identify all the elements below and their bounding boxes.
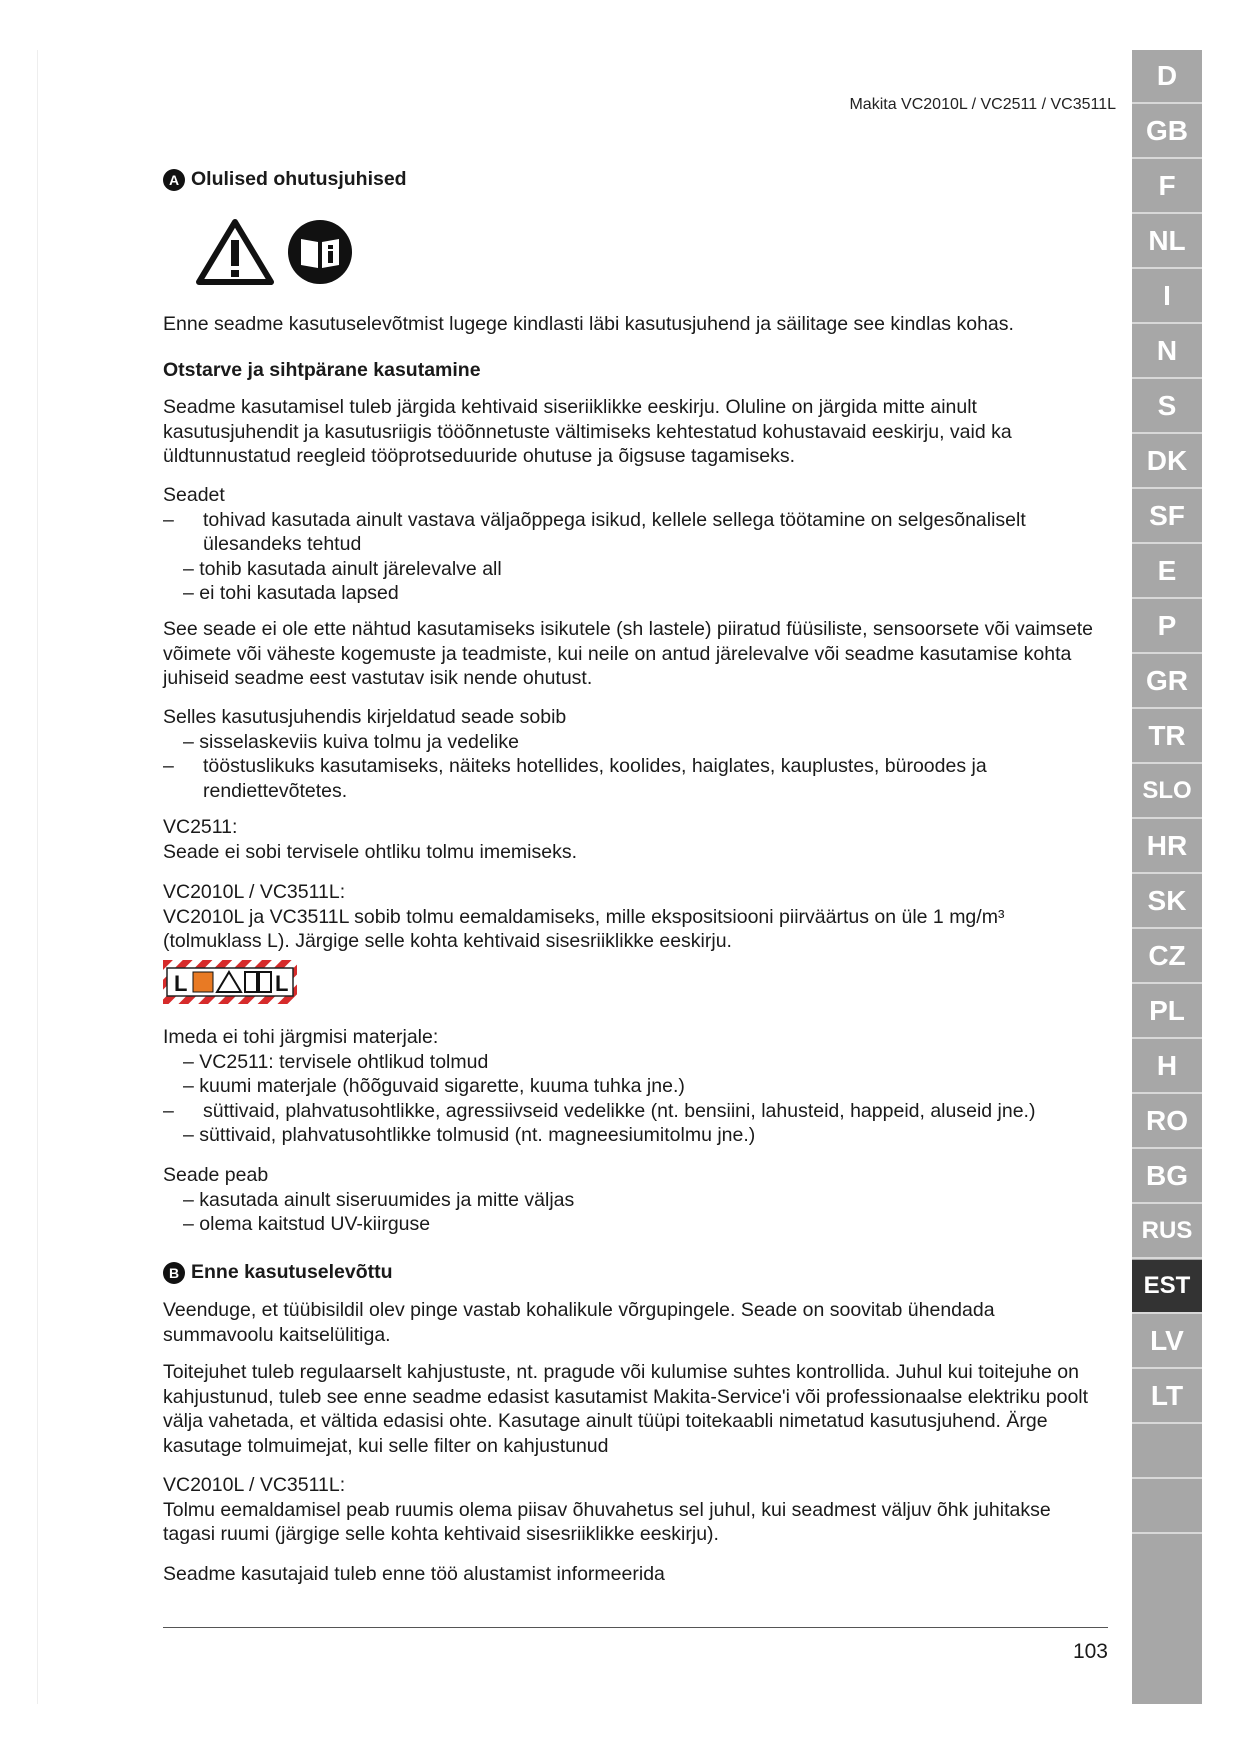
vc2511-note: VC2511: Seade ei sobi tervisele ohtliku tolmu imemiseks. [163, 816, 578, 863]
language-tab-dk[interactable]: DK [1132, 435, 1202, 489]
section-b-vc-note: VC2010L / VC3511L: Tolmu eemaldamisel peab ruumis olema piisav õhuvahetus sel juhul, kui seadmest väljuv õhk juhitakse tagasi ruumi (järgige selle kohta kehtivaid sisesriiklikke eeskirju). [163, 1474, 1051, 1545]
vc2010-note: VC2010L / VC3511L: VC2010L ja VC3511L sobib tolmu eemaldamiseks, mille ekspositsiooni piirväärtus on üle 1 mg/m³ (tolmuklass L). Järgige selle kohta kehtivaid sisesriiklikke eeskirju. [163, 881, 1005, 952]
section-a-title-text: Olulised ohutusjuhised [191, 168, 407, 190]
language-tab-sk[interactable]: SK [1132, 875, 1202, 929]
section-a-paragraph-2: See seade ei ole ette nähtud kasutamiseks isikutele (sh lastele) piiratud füüsiliste, sensoorsete või vaimsete võimete või väheste kogemuste ja teadmiste, kui neile on antud järelevalve või seadme kasutamise kohta juhiseid seadme eest vastutav isik nende ohutust. [163, 618, 1093, 689]
section-a-subtitle: Otstarve ja sihtpärane kasutamine [163, 359, 481, 381]
list-item: – sisselaskeviis kuiva tolmu ja vedelike [183, 730, 519, 753]
language-tab-pl[interactable]: PL [1132, 985, 1202, 1039]
badge-letter-left: L [174, 971, 188, 996]
language-tab-empty [1132, 1480, 1202, 1534]
list-seade-peab-head: Seade peab [163, 1164, 269, 1186]
list-sobib-head: Selles kasutusjuhendis kirjeldatud seade sobib [163, 706, 567, 728]
language-tab-gb[interactable]: GB [1132, 105, 1202, 159]
language-tab-i[interactable]: I [1132, 270, 1202, 324]
language-tab-d[interactable]: D [1132, 50, 1202, 104]
list-sobib [163, 705, 1108, 803]
language-tab-lv[interactable]: LV [1132, 1315, 1202, 1369]
page-edge-line [37, 50, 38, 1704]
page-number: 103 [1072, 1640, 1108, 1663]
list-item: – süttivaid, plahvatusohtlikke tolmusid (nt. magneesiumitolmu jne.) [183, 1124, 756, 1146]
language-sidebar [1132, 50, 1202, 1704]
section-a-letter: A [163, 169, 185, 191]
section-b-title-text: Enne kasutuselevõttu [191, 1261, 393, 1283]
list-item: – tohivad kasutada ainult vastava väljaõppega isikud, kellele sellega töötamine on selgesõnaliselt ülesandeks tehtud [163, 508, 1026, 555]
language-tab-p[interactable]: P [1132, 600, 1202, 654]
language-tab-h[interactable]: H [1132, 1040, 1202, 1094]
warning-triangle-icon [195, 218, 275, 286]
language-tab-bg[interactable]: BG [1132, 1150, 1202, 1204]
language-tab-rus[interactable]: RUS [1132, 1205, 1202, 1259]
section-b-paragraph-3: Seadme kasutajaid tuleb enne töö alustamist informeerida [163, 1563, 665, 1585]
section-b-paragraph-1: Veenduge, et tüübisildil olev pinge vastab kohalikule võrgupingele. Seade on soovitab ühendada summavoolu kaitselülitiga. [163, 1299, 995, 1346]
language-tab-lt[interactable]: LT [1132, 1370, 1202, 1424]
footer-rule [163, 1627, 1108, 1628]
section-a-title [163, 168, 407, 191]
badge-letter-right: L [275, 971, 289, 996]
list-item: – olema kaitstud UV-kiirguse [183, 1213, 431, 1235]
list-seadet-head: Seadet [163, 484, 225, 506]
list-item: – VC2511: tervisele ohtlikud tolmud [183, 1050, 489, 1073]
header-model: Makita VC2010L / VC2511 / VC3511L [849, 96, 1116, 113]
language-tab-f[interactable]: F [1132, 160, 1202, 214]
language-tab-empty [1132, 1425, 1202, 1479]
list-item: – tööstuslikuks kasutamiseks, näiteks hotellides, koolides, haiglates, kauplustes, büroodes ja rendiettevõtetes. [163, 755, 987, 802]
language-tab-ro[interactable]: RO [1132, 1095, 1202, 1149]
list-imeda [163, 1025, 1108, 1148]
list-imeda-head: Imeda ei tohi järgmisi materjale: [163, 1026, 439, 1048]
safety-icons [195, 218, 353, 286]
language-tab-tr[interactable]: TR [1132, 710, 1202, 764]
language-tab-hr[interactable]: HR [1132, 820, 1202, 874]
list-item: – kasutada ainult siseruumides ja mitte väljas [183, 1188, 575, 1211]
language-tab-slo[interactable]: SLO [1132, 765, 1202, 819]
dust-class-l-badge [163, 960, 297, 1004]
language-tab-s[interactable]: S [1132, 380, 1202, 434]
section-a-paragraph-1: Seadme kasutamisel tuleb järgida kehtivaid siseriiklikke eeskirju. Oluline on järgida mitte ainult kasutusjuhendit ja kasutusriigis tööõnnetuste vältimiseks kehtestatud kohustavaid eeskirju, vaid ka üldtunnustatud reegleid tööprotseduuride ohutuse ja õigsuse tagamiseks. [163, 396, 1012, 467]
section-b-paragraph-2: Toitejuhet tuleb regulaarselt kahjustuste, nt. pragude või kulumise suhtes kontrollida. Juhul kui toitejuhe on kahjustunud, tuleb see enne seadme edasist kasutamist Makita-Service'i või professionaalse elektriku poolt välja vahetada, et vältida edasisi ohte. Kasutage ainult tüüpi toitekaabli nimetatud kasutusjuhend. Ärge kasutage tolmuimejat, kui selle filter on kahjustunud [163, 1361, 1089, 1457]
language-tab-gr[interactable]: GR [1132, 655, 1202, 709]
list-item: – tohib kasutada ainult järelevalve all [183, 557, 502, 580]
list-item: – kuumi materjale (hõõguvaid sigarette, kuuma tuhka jne.) [183, 1075, 685, 1097]
list-seade-peab [163, 1163, 1108, 1237]
language-tab-e[interactable]: E [1132, 545, 1202, 599]
list-item: – süttivaid, plahvatusohtlikke, agressiivseid vedelikke (nt. bensiini, lahusteid, happeid, aluseid jne.) [163, 1099, 1036, 1122]
language-tab-nl[interactable]: NL [1132, 215, 1202, 269]
section-b-title [163, 1261, 393, 1284]
language-tab-n[interactable]: N [1132, 325, 1202, 379]
language-tab-cz[interactable]: CZ [1132, 930, 1202, 984]
language-tab-est[interactable]: EST [1132, 1260, 1202, 1314]
list-item: – ei tohi kasutada lapsed [183, 582, 399, 604]
list-seadet [163, 483, 1108, 606]
section-a-intro: Enne seadme kasutuselevõtmist lugege kindlasti läbi kasutusjuhend ja säilitage see kindlas kohas. [163, 313, 1014, 335]
read-manual-icon [287, 219, 353, 285]
language-tab-sf[interactable]: SF [1132, 490, 1202, 544]
section-b-letter: B [163, 1262, 185, 1284]
